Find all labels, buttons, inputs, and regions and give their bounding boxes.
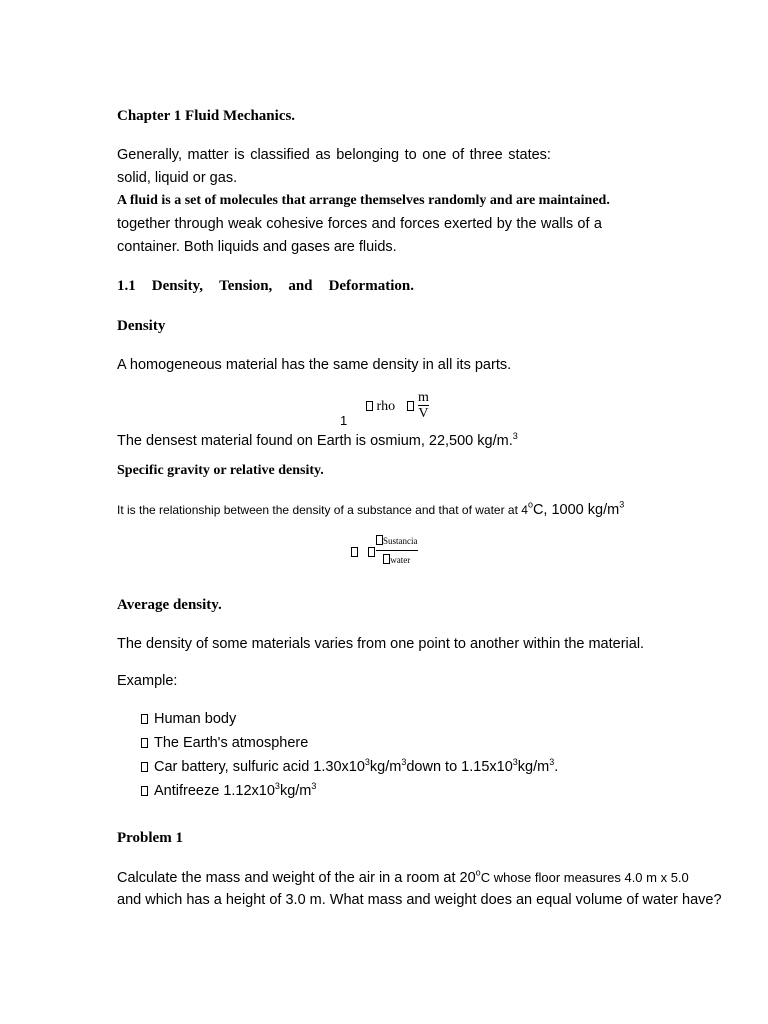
superscript: 3 xyxy=(274,781,280,792)
fluid-definition: A fluid is a set of molecules that arrange themselves randomly and are maintained. xyxy=(117,193,610,208)
intro-line-4 xyxy=(117,216,602,232)
list-item-text: kg/m xyxy=(279,783,312,799)
intro-line-4-word: of xyxy=(577,216,590,232)
sg-fraction xyxy=(376,533,418,570)
superscript: 3 xyxy=(512,431,518,442)
intro-line-4-word: walls xyxy=(540,216,574,232)
intro-line-4-word: and xyxy=(371,216,396,232)
superscript: 3 xyxy=(549,757,555,768)
list-item-text: kg/m xyxy=(369,759,402,775)
superscript: 3 xyxy=(512,757,518,768)
degree-sup: o xyxy=(527,499,533,510)
problem-1-line-1 xyxy=(117,869,689,887)
intro-line-4-word: weak xyxy=(228,216,262,232)
sg-text: It is the relationship between the density of a substance and that of water at 4 xyxy=(117,503,528,517)
section-heading-word: 1.1 xyxy=(117,278,136,294)
intro-line-1-word: is xyxy=(234,147,245,163)
chapter-title: Chapter 1 Fluid Mechanics. xyxy=(117,108,296,124)
intro-line-4-word: together xyxy=(117,216,171,232)
superscript: 3 xyxy=(619,499,625,510)
problem-1-heading: Problem 1 xyxy=(117,830,183,846)
section-heading-word: and xyxy=(288,278,313,294)
intro-line-1-word: one xyxy=(422,147,447,163)
intro-line-1-word: of xyxy=(452,147,465,163)
missing-glyph-icon xyxy=(376,535,383,545)
intro-line-1-word: classified xyxy=(250,147,310,163)
formula-label-1: 1 xyxy=(340,413,348,428)
section-heading-word: Tension, xyxy=(219,278,273,294)
intro-line-4-word: a xyxy=(593,216,602,232)
list-item xyxy=(141,711,236,727)
list-item-text: kg/m xyxy=(517,759,550,775)
intro-line-1-word: matter xyxy=(187,147,229,163)
density-fraction xyxy=(418,390,429,422)
section-heading-1-1 xyxy=(117,278,414,295)
bullet-icon xyxy=(141,762,148,772)
intro-line-4-word: cohesive xyxy=(266,216,324,232)
problem-text-b: C whose floor measures 4.0 m x 5.0 xyxy=(480,870,689,885)
list-item-text: Human body xyxy=(154,711,237,727)
section-heading-word: Deformation. xyxy=(328,278,414,294)
rho-text: rho xyxy=(376,399,396,414)
intro-line-1-word: to xyxy=(404,147,417,163)
intro-line-1-word: as xyxy=(315,147,331,163)
density-formula-rho xyxy=(366,399,414,415)
intro-line-1-word: belonging xyxy=(336,147,400,163)
list-item-text: Car battery, sulfuric acid 1.30x10 xyxy=(154,759,365,775)
superscript: 3 xyxy=(401,757,407,768)
average-density-text: The density of some materials varies from one point to another within the material. xyxy=(117,636,645,652)
fraction-denominator: V xyxy=(418,406,429,421)
density-text: A homogeneous material has the same density in all its parts. xyxy=(117,357,512,373)
superscript: 3 xyxy=(311,781,317,792)
degree-sup: o xyxy=(475,867,481,878)
fraction-numerator: m xyxy=(418,390,429,405)
problem-1-line-2: and which has a height of 3.0 m. What mass and weight does an equal volume of water have? xyxy=(117,892,722,908)
intro-line-4-word: by xyxy=(496,216,513,232)
sg-tail: C, 1000 kg/m xyxy=(532,502,620,518)
specific-gravity-heading: Specific gravity or relative density. xyxy=(117,463,324,478)
list-item xyxy=(141,759,558,775)
intro-line-4-word: forces xyxy=(400,216,440,232)
problem-text-a: Calculate the mass and weight of the air in a room at 20 xyxy=(117,870,476,886)
list-item-text: down to 1.15x10 xyxy=(406,759,513,775)
intro-line-1-word: states: xyxy=(508,147,551,163)
example-label: Example: xyxy=(117,673,178,689)
intro-line-1-word: three xyxy=(469,147,503,163)
intro-line-4-word: exerted xyxy=(444,216,493,232)
missing-glyph-icon xyxy=(407,401,414,411)
sg-formula-lhs xyxy=(351,543,375,561)
list-item-text: The Earth's atmosphere xyxy=(154,735,309,751)
list-item xyxy=(141,783,316,799)
intro-line-4-word: forces xyxy=(327,216,368,232)
intro-line-5: container. Both liquids and gases are fluids. xyxy=(117,239,397,255)
list-item-text: . xyxy=(554,759,559,775)
missing-glyph-icon xyxy=(351,547,358,557)
density-heading: Density xyxy=(117,318,166,334)
densest-text: The densest material found on Earth is osmium, 22,500 kg/m. xyxy=(117,433,513,449)
bullet-icon xyxy=(141,786,148,796)
sg-denominator xyxy=(383,551,410,570)
intro-line-4-word: the xyxy=(516,216,537,232)
sg-numerator xyxy=(376,533,418,550)
list-item xyxy=(141,735,308,751)
densest-material-text xyxy=(117,433,518,449)
numerator-sub: Sustancia xyxy=(383,536,418,546)
superscript: 3 xyxy=(364,757,370,768)
missing-glyph-icon xyxy=(366,401,373,411)
specific-gravity-text xyxy=(117,501,624,519)
bullet-icon xyxy=(141,714,148,724)
intro-line-2: solid, liquid or gas. xyxy=(117,170,238,186)
average-density-heading: Average density. xyxy=(117,597,222,613)
denominator-sub: water xyxy=(390,555,411,565)
list-item-text: Antifreeze 1.12x10 xyxy=(154,783,275,799)
section-heading-word: Density, xyxy=(151,278,204,294)
intro-line-4-word: through xyxy=(174,216,224,232)
intro-line-1 xyxy=(117,147,551,163)
bullet-icon xyxy=(141,738,148,748)
missing-glyph-icon xyxy=(368,547,375,557)
intro-line-1-word: Generally, xyxy=(117,147,183,163)
